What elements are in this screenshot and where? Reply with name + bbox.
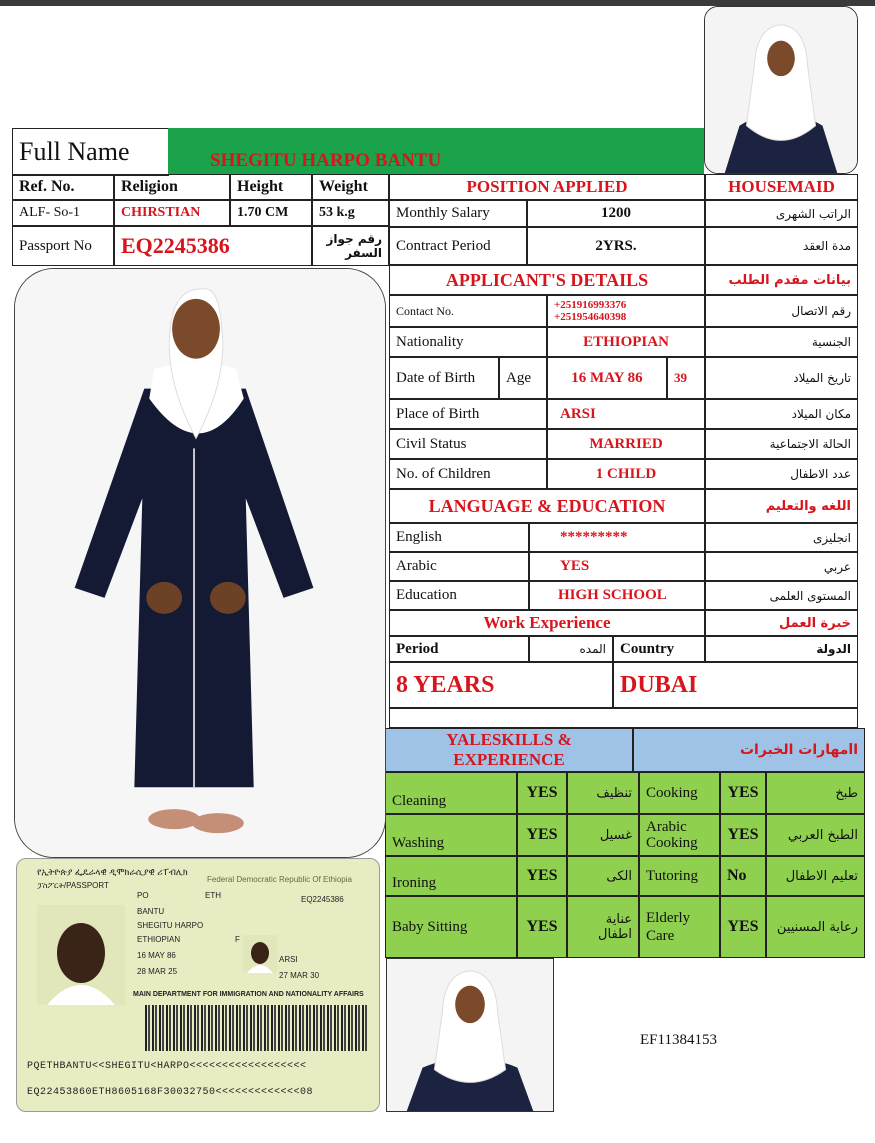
passport-authority: MAIN DEPARTMENT FOR IMMIGRATION AND NATIONALITY AFFAIRS — [133, 991, 364, 998]
skills-title-ar: اlمهارات الخبرات — [633, 728, 865, 772]
monthly-salary-label-ar: الراتب الشهرى — [705, 200, 858, 227]
skill-washing-value: YES — [517, 814, 567, 856]
skill-baby-sitting-value: YES — [517, 896, 567, 958]
nationality-value: ETHIOPIAN — [547, 327, 705, 357]
english-value: ********* — [529, 523, 705, 552]
passport-no-value: EQ2245386 — [114, 226, 312, 266]
passport-no-label-ar: رقم جواز السفر — [312, 226, 389, 266]
arabic-value: YES — [529, 552, 705, 581]
applicant-photo-bottom — [386, 958, 554, 1112]
skill-cooking-value: YES — [720, 772, 766, 814]
skill-washing-label: Washing — [385, 814, 517, 856]
contact-value-1: +251916993376 — [554, 299, 627, 311]
passport-header-amharic: የኢትዮጵያ ፌዴራላዊ ዲሞክራሲያዊ ሪፐብሊክ — [37, 867, 188, 877]
skill-cooking-label-ar: طبخ — [766, 772, 865, 814]
passport-word: ፓስፖርት/PASSPORT — [37, 881, 109, 890]
ref-value: ALF- So-1 — [12, 200, 114, 226]
country-label-ar: الدولة — [705, 636, 858, 662]
passport-mrz-line-1: PQETHBANTU<<SHEGITU<HARPO<<<<<<<<<<<<<<<<<< — [27, 1061, 307, 1072]
skill-ironing-label-ar: الكى — [567, 856, 639, 896]
country-label: Country — [613, 636, 705, 662]
passport-photo-main — [37, 905, 125, 1005]
contact-value-2: +251954640398 — [554, 311, 627, 323]
skills-title: YALESKILLS & EXPERIENCE — [385, 728, 633, 772]
passport-barcode — [145, 1005, 367, 1051]
nationality-label: Nationality — [389, 327, 547, 357]
full-name-value: SHEGITU HARPO BANTU — [210, 150, 442, 171]
nationality-label-ar: الجنسية — [705, 327, 858, 357]
applicant-photo-full-body — [14, 268, 386, 858]
skill-cleaning-label: Cleaning — [385, 772, 517, 814]
period-label: Period — [389, 636, 529, 662]
language-education-title-ar: اللغه والتعليم — [705, 489, 858, 523]
skill-ironing-value: YES — [517, 856, 567, 896]
skill-baby-sitting-label: Baby Sitting — [385, 896, 517, 958]
children-label-ar: عدد الاطفال — [705, 459, 858, 489]
arabic-label: Arabic — [389, 552, 529, 581]
passport-scan — [16, 858, 380, 1112]
height-label: Height — [230, 174, 312, 200]
contract-period-value: 2YRS. — [527, 227, 705, 265]
passport-country-code: ETH — [205, 891, 221, 900]
skill-elderly-care-value: YES — [720, 896, 766, 958]
passport-dob: 16 MAY 86 — [137, 951, 176, 960]
skill-tutoring-label-ar: تعليم الاطفال — [766, 856, 865, 896]
pob-value: ARSI — [547, 399, 705, 429]
english-label-ar: انجليزى — [705, 523, 858, 552]
pob-label-ar: مكان الميلاد — [705, 399, 858, 429]
dob-label-ar: تاريخ الميلاد — [705, 357, 858, 399]
work-experience-empty-row — [389, 708, 858, 728]
country-value: DUBAI — [613, 662, 858, 708]
skill-cleaning-label-ar: تنظيف — [567, 772, 639, 814]
religion-label: Religion — [114, 174, 230, 200]
children-label: No. of Children — [389, 459, 547, 489]
skill-arabic-cooking-label-ar: الطبخ العربي — [766, 814, 865, 856]
passport-no-label: Passport No — [12, 226, 114, 266]
children-value: 1 CHILD — [547, 459, 705, 489]
monthly-salary-value: 1200 — [527, 200, 705, 227]
passport-number: EQ2245386 — [301, 895, 344, 904]
passport-surname: BANTU — [137, 907, 165, 916]
passport-header-en: Federal Democratic Republic Of Ethiopia — [207, 875, 352, 884]
dob-value: 16 MAY 86 — [547, 357, 667, 399]
passport-nationality: ETHIOPIAN — [137, 935, 181, 944]
monthly-salary-label: Monthly Salary — [389, 200, 527, 227]
passport-mrz-line-2: EQ22453860ETH8605168F30032750<<<<<<<<<<<<<08 — [27, 1087, 314, 1098]
height-value: 1.70 CM — [230, 200, 312, 226]
passport-given-names: SHEGITU HARPO — [137, 921, 204, 930]
period-label-ar: المده — [529, 636, 613, 662]
contact-label: Contact No. — [389, 295, 547, 327]
applicant-details-title-ar: بيانات مقدم الطلب — [705, 265, 858, 295]
work-experience-title-ar: خبرة العمل — [705, 610, 858, 636]
skill-washing-label-ar: غسيل — [567, 814, 639, 856]
skill-cooking-label: Cooking — [639, 772, 720, 814]
document-code: EF11384153 — [640, 1032, 717, 1048]
skill-tutoring-label: Tutoring — [639, 856, 720, 896]
passport-pob: ARSI — [279, 955, 298, 964]
education-label-ar: المستوى العلمى — [705, 581, 858, 610]
arabic-label-ar: عربي — [705, 552, 858, 581]
ref-label: Ref. No. — [12, 174, 114, 200]
position-applied-value: HOUSEMAID — [705, 174, 858, 200]
passport-issue-date: 28 MAR 25 — [137, 967, 178, 976]
work-experience-title: Work Experience — [389, 610, 705, 636]
religion-value: CHIRSTIAN — [114, 200, 230, 226]
position-applied-title: POSITION APPLIED — [389, 174, 705, 200]
passport-expiry-date: 27 MAR 30 — [279, 971, 320, 980]
english-label: English — [389, 523, 529, 552]
pob-label: Place of Birth — [389, 399, 547, 429]
age-label: Age — [499, 357, 547, 399]
skill-cleaning-value: YES — [517, 772, 567, 814]
weight-value: 53 k.g — [312, 200, 389, 226]
skill-tutoring-value: No — [720, 856, 766, 896]
contact-label-ar: رقم الاتصال — [705, 295, 858, 327]
education-label: Education — [389, 581, 529, 610]
passport-type: PO — [137, 891, 149, 900]
passport-sex: F — [235, 935, 240, 944]
full-name-label: Full Name — [19, 137, 130, 166]
skill-baby-sitting-label-ar: عناية اطفال — [567, 896, 639, 958]
applicant-photo-small — [704, 6, 858, 174]
period-value: 8 YEARS — [389, 662, 613, 708]
contact-value-cell — [547, 295, 705, 327]
skill-elderly-care-label-ar: رعاية المسنيين — [766, 896, 865, 958]
passport-photo-small — [243, 935, 277, 973]
skill-arabic-cooking-value: YES — [720, 814, 766, 856]
age-value: 39 — [667, 357, 705, 399]
full-name-label-cell — [12, 128, 169, 176]
skill-arabic-cooking-label: Arabic Cooking — [639, 814, 720, 856]
civil-status-label-ar: الحالة الاجتماعية — [705, 429, 858, 459]
dob-label: Date of Birth — [389, 357, 499, 399]
skill-ironing-label: Ironing — [385, 856, 517, 896]
civil-status-label: Civil Status — [389, 429, 547, 459]
civil-status-value: MARRIED — [547, 429, 705, 459]
contract-period-label: Contract Period — [389, 227, 527, 265]
skill-elderly-care-label: Elderly Care — [639, 896, 720, 958]
education-value: HIGH SCHOOL — [529, 581, 705, 610]
applicant-details-title: APPLICANT'S DETAILS — [389, 265, 705, 295]
language-education-title: LANGUAGE & EDUCATION — [389, 489, 705, 523]
weight-label: Weight — [312, 174, 389, 200]
contract-period-label-ar: مدة العقد — [705, 227, 858, 265]
